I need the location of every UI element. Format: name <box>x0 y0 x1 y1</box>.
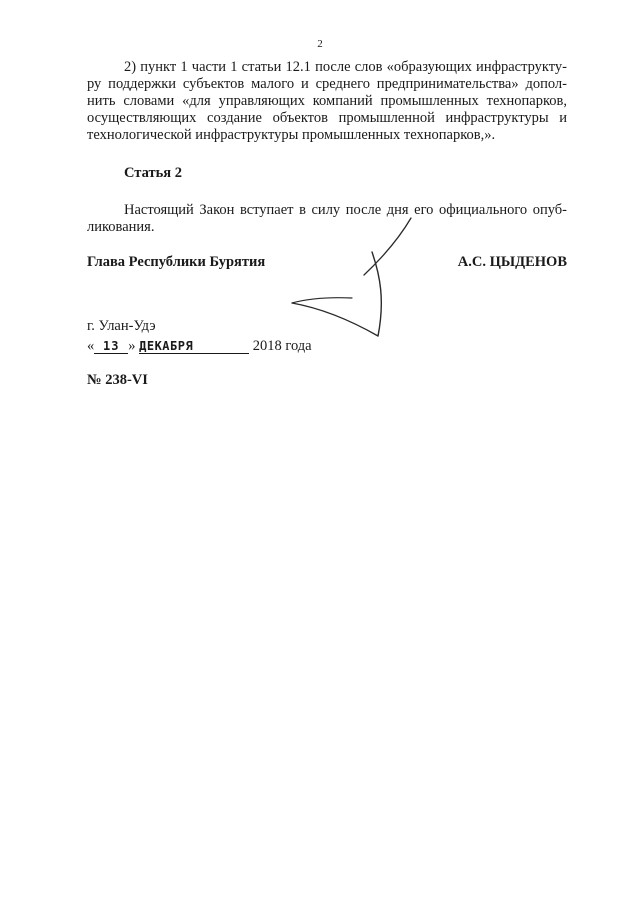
date-year: 2018 года <box>252 338 312 354</box>
amendment-line: технологической инфраструктуры промышленных технопарков,». <box>87 127 496 143</box>
article-2-line: ликования. <box>87 219 155 235</box>
page-number: 2 <box>317 38 323 50</box>
date-day: 13 <box>94 340 128 354</box>
law-number: № 238-VI <box>87 372 148 388</box>
amendment-line: нить словами «для управляющих компаний промышленных технопарков, <box>87 93 567 109</box>
date-month: ДЕКАБРЯ <box>139 340 249 354</box>
city: г. Улан-Удэ <box>87 318 156 334</box>
amendment-line: осуществляющих создание объектов промышленной инфраструктуры и <box>87 110 567 126</box>
amendment-paragraph <box>87 59 567 144</box>
signer-name: А.С. ЦЫДЕНОВ <box>457 254 567 270</box>
date-open-quote: « <box>87 338 95 354</box>
article-2-heading: Статья 2 <box>124 165 182 181</box>
amendment-line: ру поддержки субъектов малого и среднего предпринимательства» допол- <box>87 76 567 92</box>
signer-title: Глава Республики Бурятия <box>87 254 266 270</box>
handwritten-signature <box>280 200 430 350</box>
article-2-line: Настоящий Закон вступает в силу после дня его официального опуб- <box>124 202 567 218</box>
signing-date <box>87 338 312 355</box>
amendment-line: 2) пункт 1 части 1 статьи 12.1 после слов «образующих инфраструкту- <box>124 59 567 75</box>
date-close-quote: » <box>128 338 136 354</box>
